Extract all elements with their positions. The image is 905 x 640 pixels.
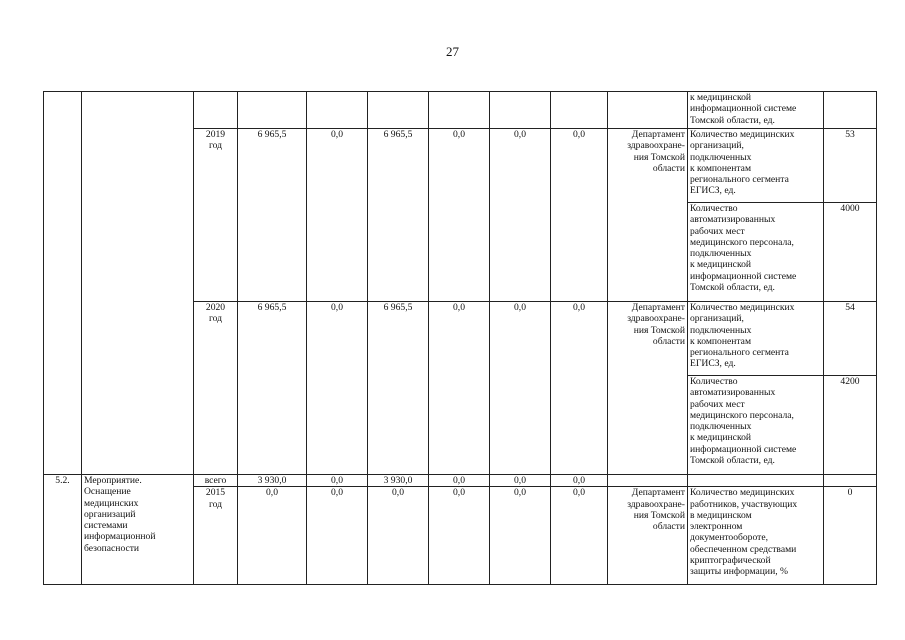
year-cell: всего: [194, 475, 238, 487]
year-cell-empty: [194, 92, 238, 129]
value-cell: 3 930,0: [238, 475, 307, 487]
department-cell: Департамент здравоохране- ния Томской области: [608, 302, 688, 475]
indicator-value-cell: 0: [824, 487, 877, 585]
indicator-value-cell: 4200: [824, 376, 877, 475]
value-cell: 0,0: [429, 487, 490, 585]
value-cell: 6 965,5: [238, 129, 307, 302]
year-cell: 2015 год: [194, 487, 238, 585]
value-cell: 0,0: [307, 129, 368, 302]
department-cell: Департамент здравоохране- ния Томской области: [608, 129, 688, 302]
page-number: 27: [446, 44, 459, 59]
number-cell-empty: [44, 92, 82, 475]
indicator-cell: Количество автоматизированных рабочих мест медицинского персонала, подключенных к медицинской информационной системе Томской области, ед.: [688, 376, 824, 475]
value-cell: 0,0: [429, 302, 490, 475]
value-cell: 0,0: [307, 487, 368, 585]
table-row: [44, 92, 877, 129]
value-cell: 0,0: [490, 487, 551, 585]
department-cell-empty: [608, 475, 688, 487]
table-row: [44, 475, 877, 487]
value-cell: 0,0: [551, 302, 608, 475]
value-cell: 3 930,0: [368, 475, 429, 487]
value-cell: 0,0: [368, 487, 429, 585]
value-cell: 0,0: [429, 475, 490, 487]
value-cell: 0,0: [551, 129, 608, 302]
indicator-value-cell: 53: [824, 129, 877, 203]
value-cell: 6 965,5: [368, 302, 429, 475]
value-cell: 0,0: [490, 302, 551, 475]
value-cell: 0,0: [551, 475, 608, 487]
department-cell: Департамент здравоохране- ния Томской области: [608, 487, 688, 585]
value-cell: 6 965,5: [368, 129, 429, 302]
program-table: [43, 91, 877, 585]
indicator-cell: Количество медицинских работников, участвующих в медицинском электронном документообороте, обеспеченном средствами криптографической защиты информации, %: [688, 487, 824, 585]
value-cell: 0,0: [551, 487, 608, 585]
value-cell: 0,0: [307, 475, 368, 487]
indicator-cell: Количество медицинских организаций, подключенных к компонентам регионального сегмента ЕГИСЗ, ед.: [688, 129, 824, 203]
measure-number: 5.2.: [44, 475, 82, 585]
indicator-value-cell: 4000: [824, 203, 877, 302]
indicator-value-cell: 54: [824, 302, 877, 376]
value-cell: 0,0: [307, 302, 368, 475]
indicator-value-empty: [824, 92, 877, 129]
value-cell: 6 965,5: [238, 302, 307, 475]
value-cell: 0,0: [238, 487, 307, 585]
indicator-cell: к медицинской информационной системе Томской области, ед.: [688, 92, 824, 129]
value-cell: 0,0: [490, 129, 551, 302]
measure-name: Мероприятие. Оснащение медицинских организаций системами информационной безопасности: [82, 475, 194, 585]
value-cell: 0,0: [490, 475, 551, 487]
value-cell: 0,0: [429, 129, 490, 302]
indicator-cell: Количество медицинских организаций, подключенных к компонентам регионального сегмента ЕГИСЗ, ед.: [688, 302, 824, 376]
year-cell: 2020 год: [194, 302, 238, 475]
indicator-value-empty: [824, 475, 877, 487]
indicator-cell: Количество автоматизированных рабочих мест медицинского персонала, подключенных к медицинской информационной системе Томской области, ед.: [688, 203, 824, 302]
name-cell-empty: [82, 92, 194, 475]
indicator-cell-empty: [688, 475, 824, 487]
year-cell: 2019 год: [194, 129, 238, 302]
